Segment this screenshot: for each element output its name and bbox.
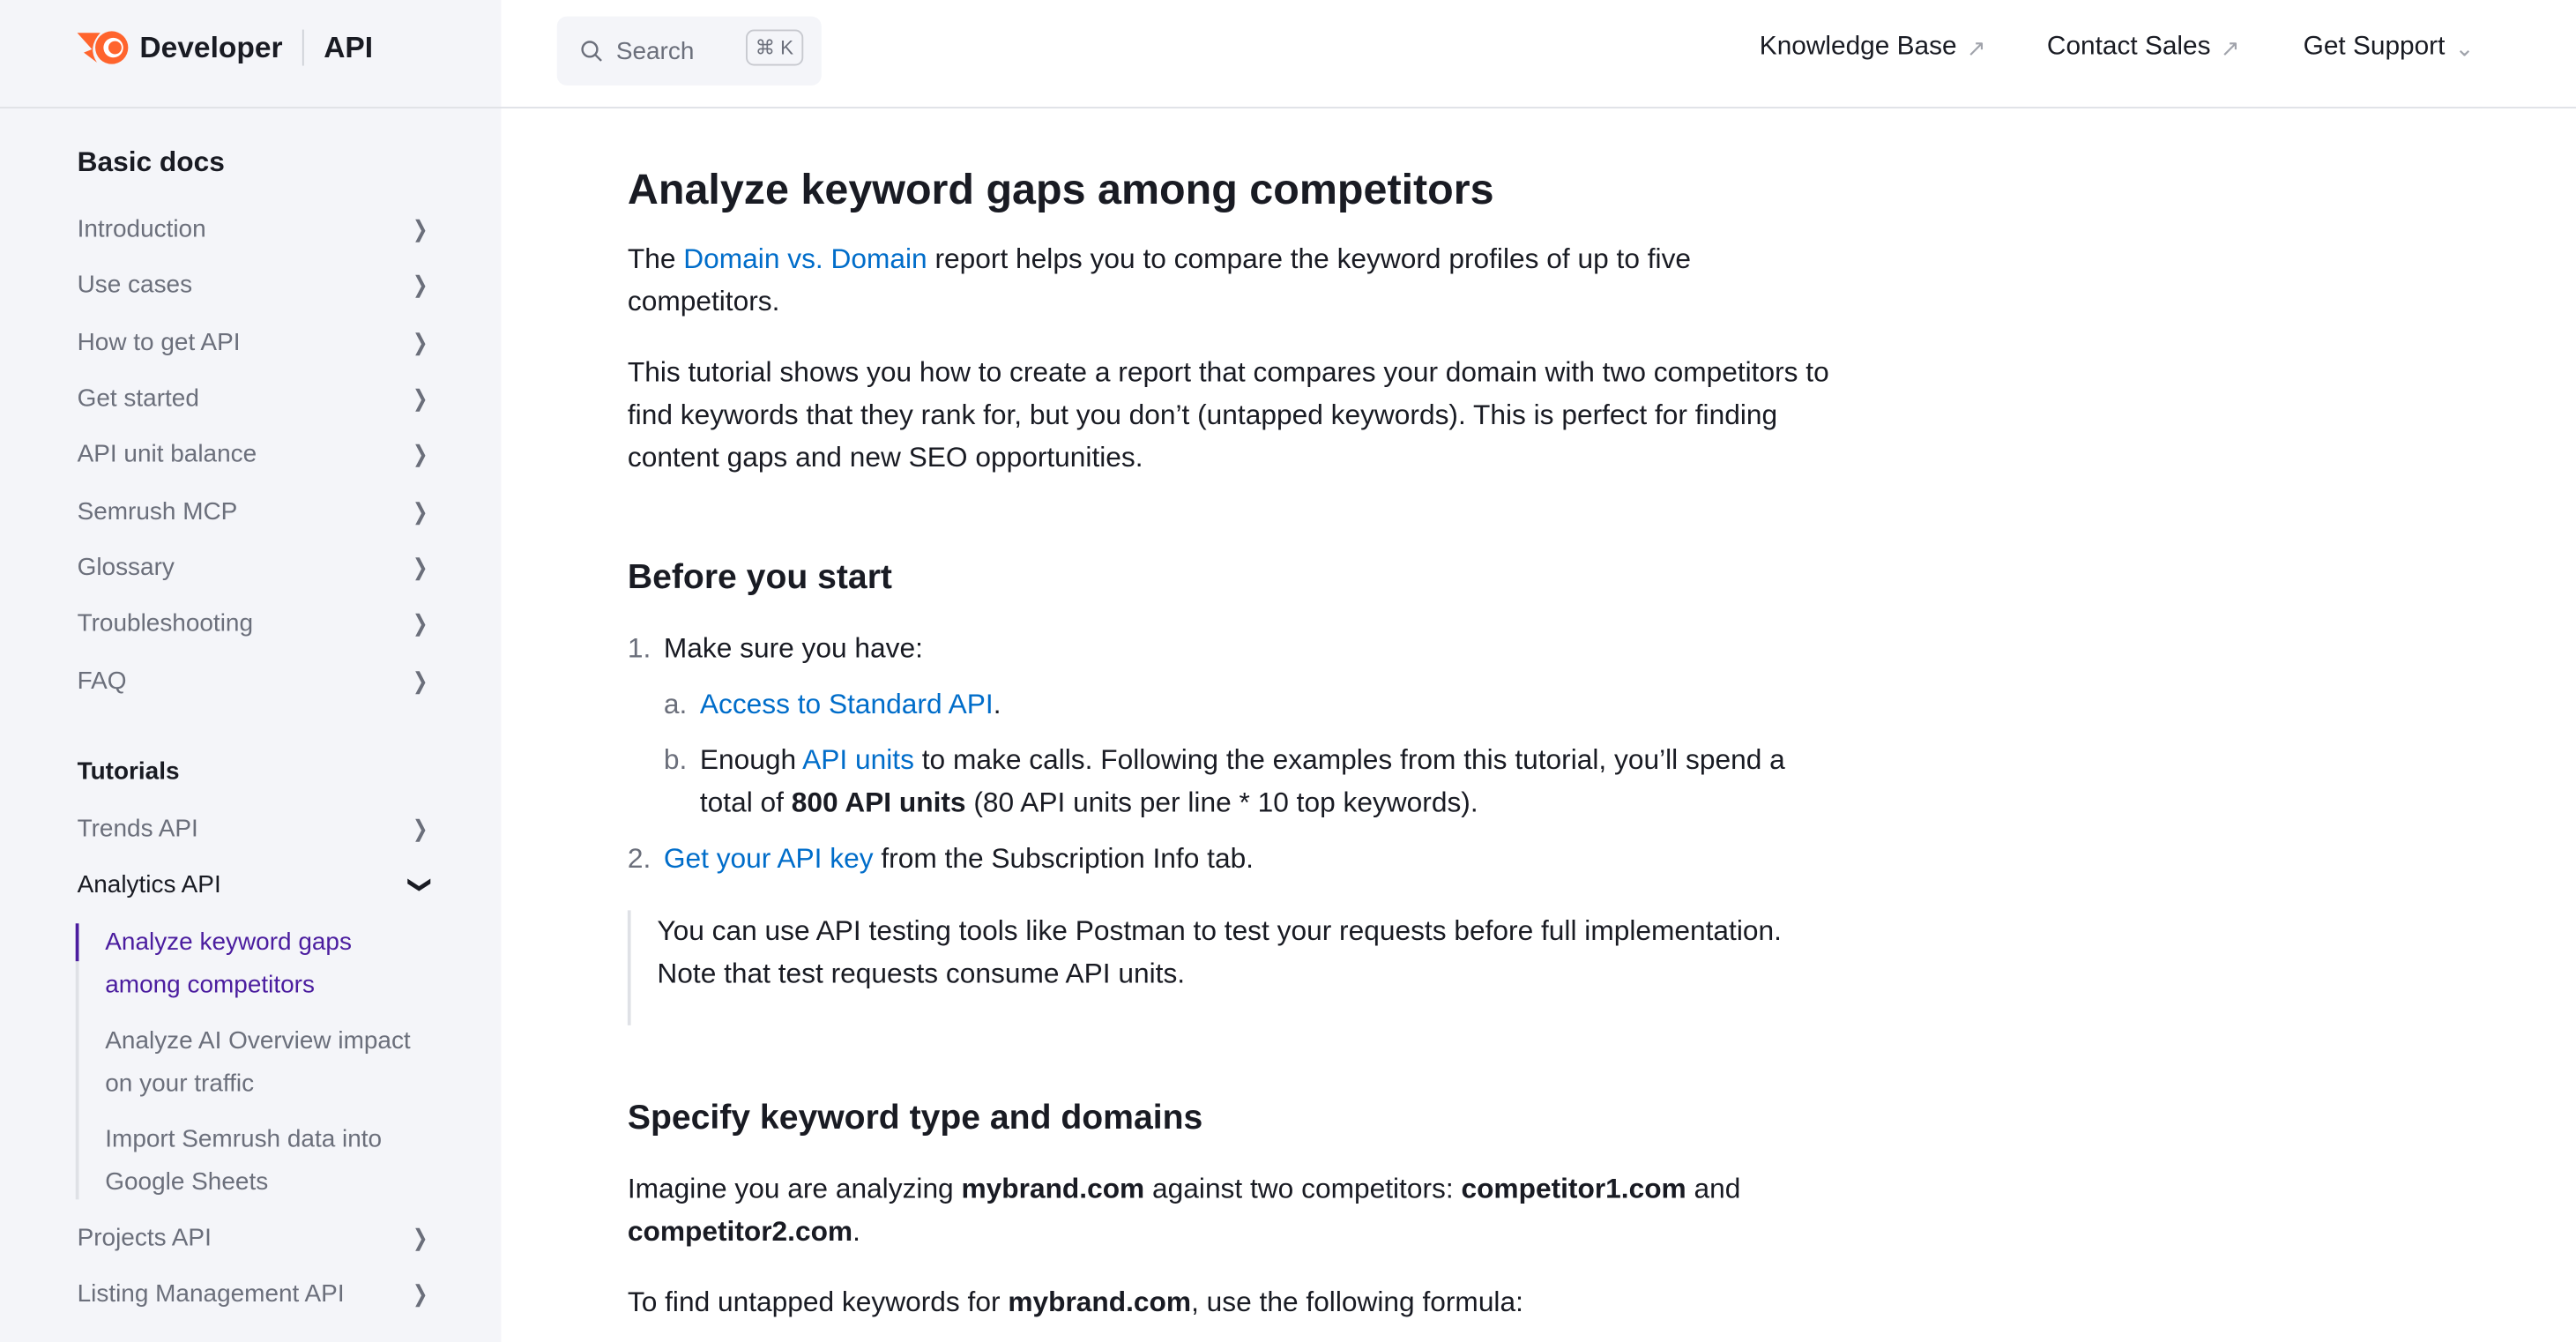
list-number: a. [663,688,688,720]
item-label: Trends API [77,815,198,843]
contact-sales-link[interactable] [2047,33,2240,63]
item-label: API unit balance [77,440,257,469]
item-label: Projects API [77,1224,212,1252]
sidebar-subitem-ai-overview[interactable] [105,1020,458,1106]
search-input[interactable] [557,17,822,86]
chevron-down-icon: ❯ [408,875,436,895]
external-link-icon: ↗ [2220,34,2240,61]
logo-suffix: API [324,30,374,63]
text: and [1686,1173,1741,1204]
chevron-right-icon: ❯ [413,1279,429,1307]
text: To find untapped keywords for [627,1286,1009,1318]
sidebar-item-semrush-mcp[interactable] [78,498,431,526]
step-1b [628,740,1843,825]
sidebar-item-troubleshooting[interactable] [78,609,431,637]
tutorials-heading: Tutorials [77,757,180,786]
step-2 [628,838,1843,880]
item-label: Troubleshooting [77,609,254,638]
example-paragraph [628,1168,1843,1254]
page-title: Analyze keyword gaps among competitors [627,164,1494,214]
text: Make sure you have: [663,632,923,664]
sidebar-item-use-cases[interactable] [78,271,431,299]
formula-paragraph [628,1282,1843,1324]
chevron-right-icon: ❯ [413,384,429,411]
step-1a [628,683,1843,726]
chevron-right-icon: ❯ [413,328,429,355]
logo[interactable] [78,30,374,66]
specify-heading: Specify keyword type and domains [627,1099,1203,1137]
sidebar-item-get-started[interactable] [78,384,431,413]
subitem-line: among competitors [105,971,315,1000]
item-label: Use cases [77,271,193,300]
subitem-line: Analyze AI Overview impact [105,1026,411,1055]
logo-text: Developer [139,30,283,63]
tutorial-paragraph: This tutorial shows you how to create a report that compares your domain with two competitors to find keywords that they rank for, but you don’t (untapped keywords). This is perfect for finding content gaps and new SEO opportunities. [627,356,1829,473]
intro-paragraph [628,238,1843,324]
chevron-down-icon: ⌄ [2454,34,2475,61]
bold-text: competitor2.com [627,1215,853,1248]
nav-label: Get Support [2303,33,2446,61]
text: The [627,242,684,275]
subitem-line: Google Sheets [105,1167,269,1197]
sidebar-item-trends-api[interactable] [78,815,431,843]
submenu-rail [76,923,79,1199]
text: report helps you to compare the keyword profiles of up to five competitors. [627,242,1692,317]
text: , use the following formula: [1191,1286,1523,1318]
api-units-link[interactable]: API units [802,744,914,776]
subitem-line: on your traffic [105,1070,255,1098]
sidebar-item-listing-management-api[interactable] [78,1280,431,1308]
standard-api-link[interactable]: Access to Standard API [699,688,994,720]
subitem-line: Import Semrush data into [105,1125,383,1154]
logo-divider [302,30,304,66]
chevron-right-icon: ❯ [413,497,429,525]
bold-text: competitor1.com [1461,1173,1686,1204]
chevron-right-icon: ❯ [413,271,429,298]
search-icon [580,40,603,63]
item-label: FAQ [77,667,127,696]
item-label: Introduction [77,215,206,243]
bold-text: mybrand.com [1008,1286,1192,1318]
nav-label: Knowledge Base [1759,33,1957,61]
semrush-logo-icon [78,30,130,66]
item-label: Listing Management API [77,1279,345,1308]
chevron-right-icon: ❯ [413,815,429,842]
note-callout: You can use API testing tools like Postman to test your requests before full implementation. Note that test requests consume API units. [628,910,1843,1025]
item-label: How to get API [77,328,241,357]
sidebar-subitem-google-sheets[interactable] [105,1119,458,1204]
sidebar-item-introduction[interactable] [78,215,431,243]
list-number: b. [663,744,688,776]
chevron-right-icon: ❯ [413,667,429,694]
search-placeholder: Search [615,36,695,65]
text: from the Subscription Info tab. [873,842,1254,875]
external-link-icon: ↗ [1966,34,1986,61]
text: Enough [699,744,803,776]
get-api-key-link[interactable]: Get your API key [663,842,874,875]
sidebar-item-analytics-api[interactable] [77,870,436,899]
item-label: Analytics API [77,870,221,899]
header [0,0,2576,108]
chevron-right-icon: ❯ [413,440,429,467]
sidebar-item-faq[interactable] [78,667,431,696]
bold-text: 800 API units [791,787,966,819]
text: Imagine you are analyzing [627,1173,962,1204]
nav-label: Contact Sales [2046,33,2211,61]
before-you-start-heading: Before you start [627,558,892,597]
chevron-right-icon: ❯ [413,215,429,242]
item-label: Get started [77,384,199,413]
bold-text: mybrand.com [961,1173,1145,1204]
step-1 [628,628,1843,670]
sidebar-item-glossary[interactable] [78,554,431,582]
list-number: 2. [627,842,651,875]
domain-vs-domain-link[interactable]: Domain vs. Domain [683,242,927,275]
sidebar-item-projects-api[interactable] [78,1224,431,1252]
subitem-line: Analyze keyword gaps [105,928,352,957]
search-shortcut: ⌘ K [745,30,803,66]
text: . [852,1215,860,1248]
chevron-right-icon: ❯ [413,553,429,580]
text: to make calls. Following the examples from this tutorial, you’ll spend a total of [699,744,1785,819]
active-indicator [76,923,79,961]
basic-docs-heading: Basic docs [77,145,225,178]
knowledge-base-link[interactable] [1760,33,1986,63]
get-support-dropdown[interactable] [2304,33,2475,63]
article [628,161,1843,1342]
sidebar-item-how-to-get-api[interactable] [78,329,431,357]
list-number: 1. [627,632,651,664]
sidebar-subitem-keyword-gaps[interactable] [105,921,458,1007]
chevron-right-icon: ❯ [413,1224,429,1251]
item-label: Glossary [77,553,175,582]
text: (80 API units per line * 10 top keywords). [965,787,1478,819]
sidebar-item-api-unit-balance[interactable] [78,440,431,468]
chevron-right-icon: ❯ [413,609,429,637]
text: . [993,688,1001,720]
item-label: Semrush MCP [77,497,238,526]
text: against two competitors: [1144,1173,1462,1204]
